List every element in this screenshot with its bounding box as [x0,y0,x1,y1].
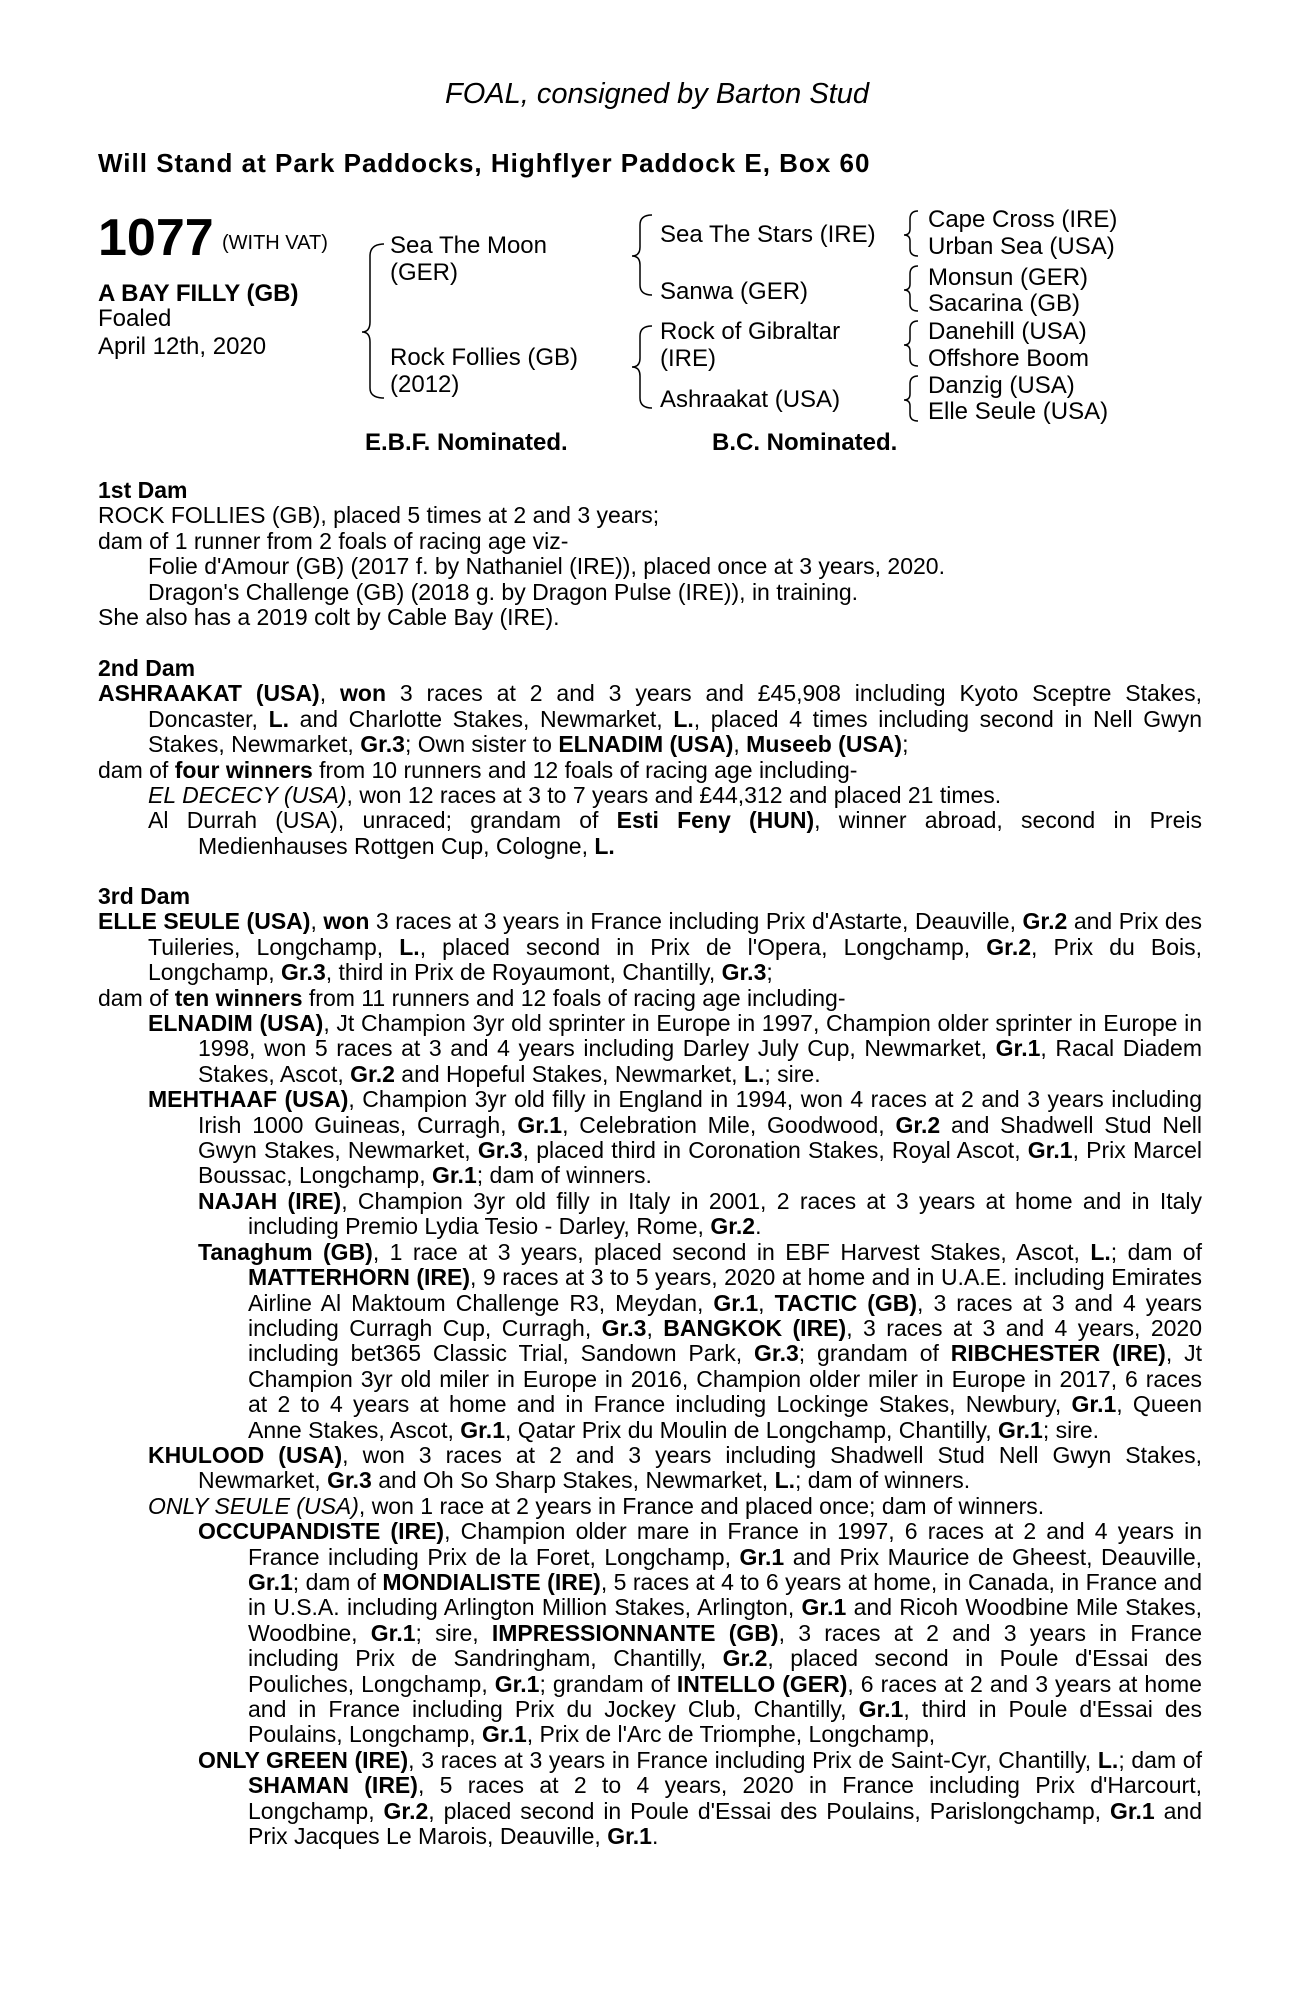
section-heading: 1st Dam [98,477,188,503]
third-dam-section [98,884,1202,1849]
dam-record: ELLE SEULE (USA), won 3 races at 3 years in France including Prix d'Astarte, Deauville, Gr.2 and Prix des Tuileries, Longchamp, L., placed second in Prix de l'Opera, Longchamp, Gr.2, Prix du Bois, Longchamp, Gr.3, third in Prix de Royaumont, Chantilly, Gr.3; [98,908,1203,986]
grandsire-2: Rock of Gibraltar (IRE) [660,318,841,372]
dam-produce-summary: dam of four winners from 10 runners and 12 foals of racing age including- [98,756,858,783]
sire: Sea The Moon (GER) [390,232,547,286]
section-heading: 2nd Dam [98,655,196,681]
produce-line: ONLY SEULE (USA), won 1 race at 2 years in France and placed once; dam of winners. [148,1492,1045,1519]
produce-line: Al Durrah (USA), unraced; grandam of Esti Feny (HUN), winner abroad, second in Preis Medienhauses Rottgen Cup, Cologne, L. [148,807,1202,859]
dam: Rock Follies (GB) (2012) [390,344,579,398]
first-dam-section [98,478,1202,630]
great-grandparent: Danzig (USA) [928,372,1075,399]
great-grandparent: Urban Sea (USA) [928,233,1115,260]
foaled-label: Foaled [98,305,172,332]
granddam-1: Sanwa (GER) [660,278,809,305]
bc-nominated: B.C. Nominated. [712,429,898,456]
dam-line: dam of 1 runner from 2 foals of racing age viz- [98,527,569,554]
produce-line: NAJAH (IRE), Champion 3yr old filly in Italy in 2001, 2 races at 3 years at home and in Italy including Premio Lydia Tesio - Darley, Rome, Gr.2. [198,1187,1203,1240]
dam-produce-summary: dam of ten winners from 11 runners and 12 foals of racing age including- [98,984,846,1011]
produce-line: Tanaghum (GB), 1 race at 3 years, placed second in EBF Harvest Stakes, Ascot, L.; dam of MATTERHORN (IRE), 9 races at 3 to 5 years, 2020 at home and in U.A.E. including Emirates Airline Al Maktoum Challenge R3, Meydan, Gr.1, TACTIC (GB), 3 races at 3 and 4 years including Curragh Cup, Curragh, Gr.3, BANGKOK (IRE), 3 races at 3 and 4 years, 2020 including bet365 Classic Trial, Sandown Park, Gr.3; grandam of RIBCHESTER (IRE), Jt Champion 3yr old miler in Europe in 2016, Champion older miler in Europe in 2017, 6 races at 2 to 4 years at home and in France including Lockinge Stakes, Newbury, Gr.1, Queen Anne Stakes, Ascot, Gr.1, Qatar Prix du Moulin de Longchamp, Chantilly, Gr.1; sire. [198,1238,1203,1443]
produce-line: ELNADIM (USA), Jt Champion 3yr old sprinter in Europe in 1997, Champion older sprinter in Europe in 1998, won 5 races at 3 and 4 years including Darley July Cup, Newmarket, Gr.1, Racal Diadem Stakes, Ascot, Gr.2 and Hopeful Stakes, Newmarket, L.; sire. [148,1010,1202,1087]
stand-location: Will Stand at Park Paddocks, Highflyer Paddock E, Box 60 [98,148,871,178]
produce-line: EL DECECY (USA), won 12 races at 3 to 7 years and £44,312 and placed 21 times. [148,782,1002,809]
produce-line: Folie d'Amour (GB) (2017 f. by Nathaniel (IRE)), placed once at 3 years, 2020. [148,553,945,580]
section-heading: 3rd Dam [98,883,191,909]
granddam-2: Ashraakat (USA) [660,386,841,413]
foaled-date: April 12th, 2020 [98,333,267,360]
great-grandparent: Cape Cross (IRE) [928,206,1118,233]
produce-line: Dragon's Challenge (GB) (2018 g. by Dragon Pulse (IRE)), in training. [148,578,859,605]
great-grandparent: Elle Seule (USA) [928,398,1109,425]
second-dam-section [98,656,1202,859]
lot-name: A BAY FILLY (GB) [98,280,299,307]
produce-line: MEHTHAAF (USA), Champion 3yr old filly in England in 1994, won 4 races at 2 and 3 years including Irish 1000 Guineas, Curragh, Gr.1, Celebration Mile, Goodwood, Gr.2 and Shadwell Stud Nell Gwyn Stakes, Newmarket, Gr.3, placed third in Coronation Stakes, Royal Ascot, Gr.1, Prix Marcel Boussac, Longchamp, Gr.1; dam of winners. [148,1086,1203,1189]
vat-label: (WITH VAT) [222,232,328,254]
dam-line: She also has a 2019 colt by Cable Bay (IRE). [98,604,560,631]
page-title: FOAL, consigned by Barton Stud [445,78,869,110]
grandsire-1: Sea The Stars (IRE) [660,221,876,248]
great-grandparent: Offshore Boom [928,345,1089,372]
great-grandparent: Monsun (GER) [928,264,1089,291]
produce-line: ONLY GREEN (IRE), 3 races at 3 years in France including Prix de Saint-Cyr, Chantilly, L.; dam of SHAMAN (IRE), 5 races at 2 to 4 years, 2020 in France including Prix d'Harcourt, Longchamp, Gr.2, placed second in Poule d'Essai des Poulains, Parislongchamp, Gr.1 and Prix Jacques Le Marois, Deauville, Gr.1. [198,1746,1202,1850]
produce-line: KHULOOD (USA), won 3 races at 2 and 3 years including Shadwell Stud Nell Gwyn Stakes, Newmarket, Gr.3 and Oh So Sharp Stakes, Newmarket, L.; dam of winners. [148,1441,1202,1494]
dam-line: ROCK FOLLIES (GB), placed 5 times at 2 and 3 years; [98,502,660,529]
ebf-nominated: E.B.F. Nominated. [365,429,568,456]
lot-number: 1077 [98,209,214,267]
produce-line: OCCUPANDISTE (IRE), Champion older mare in France in 1997, 6 races at 2 and 4 years in France including Prix de la Foret, Longchamp, Gr.1 and Prix Maurice de Gheest, Deauville, Gr.1; dam of MONDIALISTE (IRE), 5 races at 4 to 6 years at home, in Canada, in France and in U.S.A. including Arlington Million Stakes, Arlington, Gr.1 and Ricoh Woodbine Mile Stakes, Woodbine, Gr.1; sire, IMPRESSIONNANTE (GB), 3 races at 2 and 3 years in France including Prix de Sandringham, Chantilly, Gr.2, placed second in Poule d'Essai des Pouliches, Longchamp, Gr.1; grandam of INTELLO (GER), 6 races at 2 and 3 years at home and in France including Prix du Jockey Club, Chantilly, Gr.1, third in Poule d'Essai des Poulains, Longchamp, Gr.1, Prix de l'Arc de Triomphe, Longchamp, [198,1518,1203,1748]
great-grandparent: Danehill (USA) [928,318,1087,345]
dam-record: ASHRAAKAT (USA), won 3 races at 2 and 3 years and £45,908 including Kyoto Sceptre Stakes, Doncaster, L. and Charlotte Stakes, Newmarket, L., placed 4 times including second in Nell Gwyn Stakes, Newmarket, Gr.3; Own sister to ELNADIM (USA), Museeb (USA); [98,680,1202,758]
great-grandparent: Sacarina (GB) [928,290,1081,317]
